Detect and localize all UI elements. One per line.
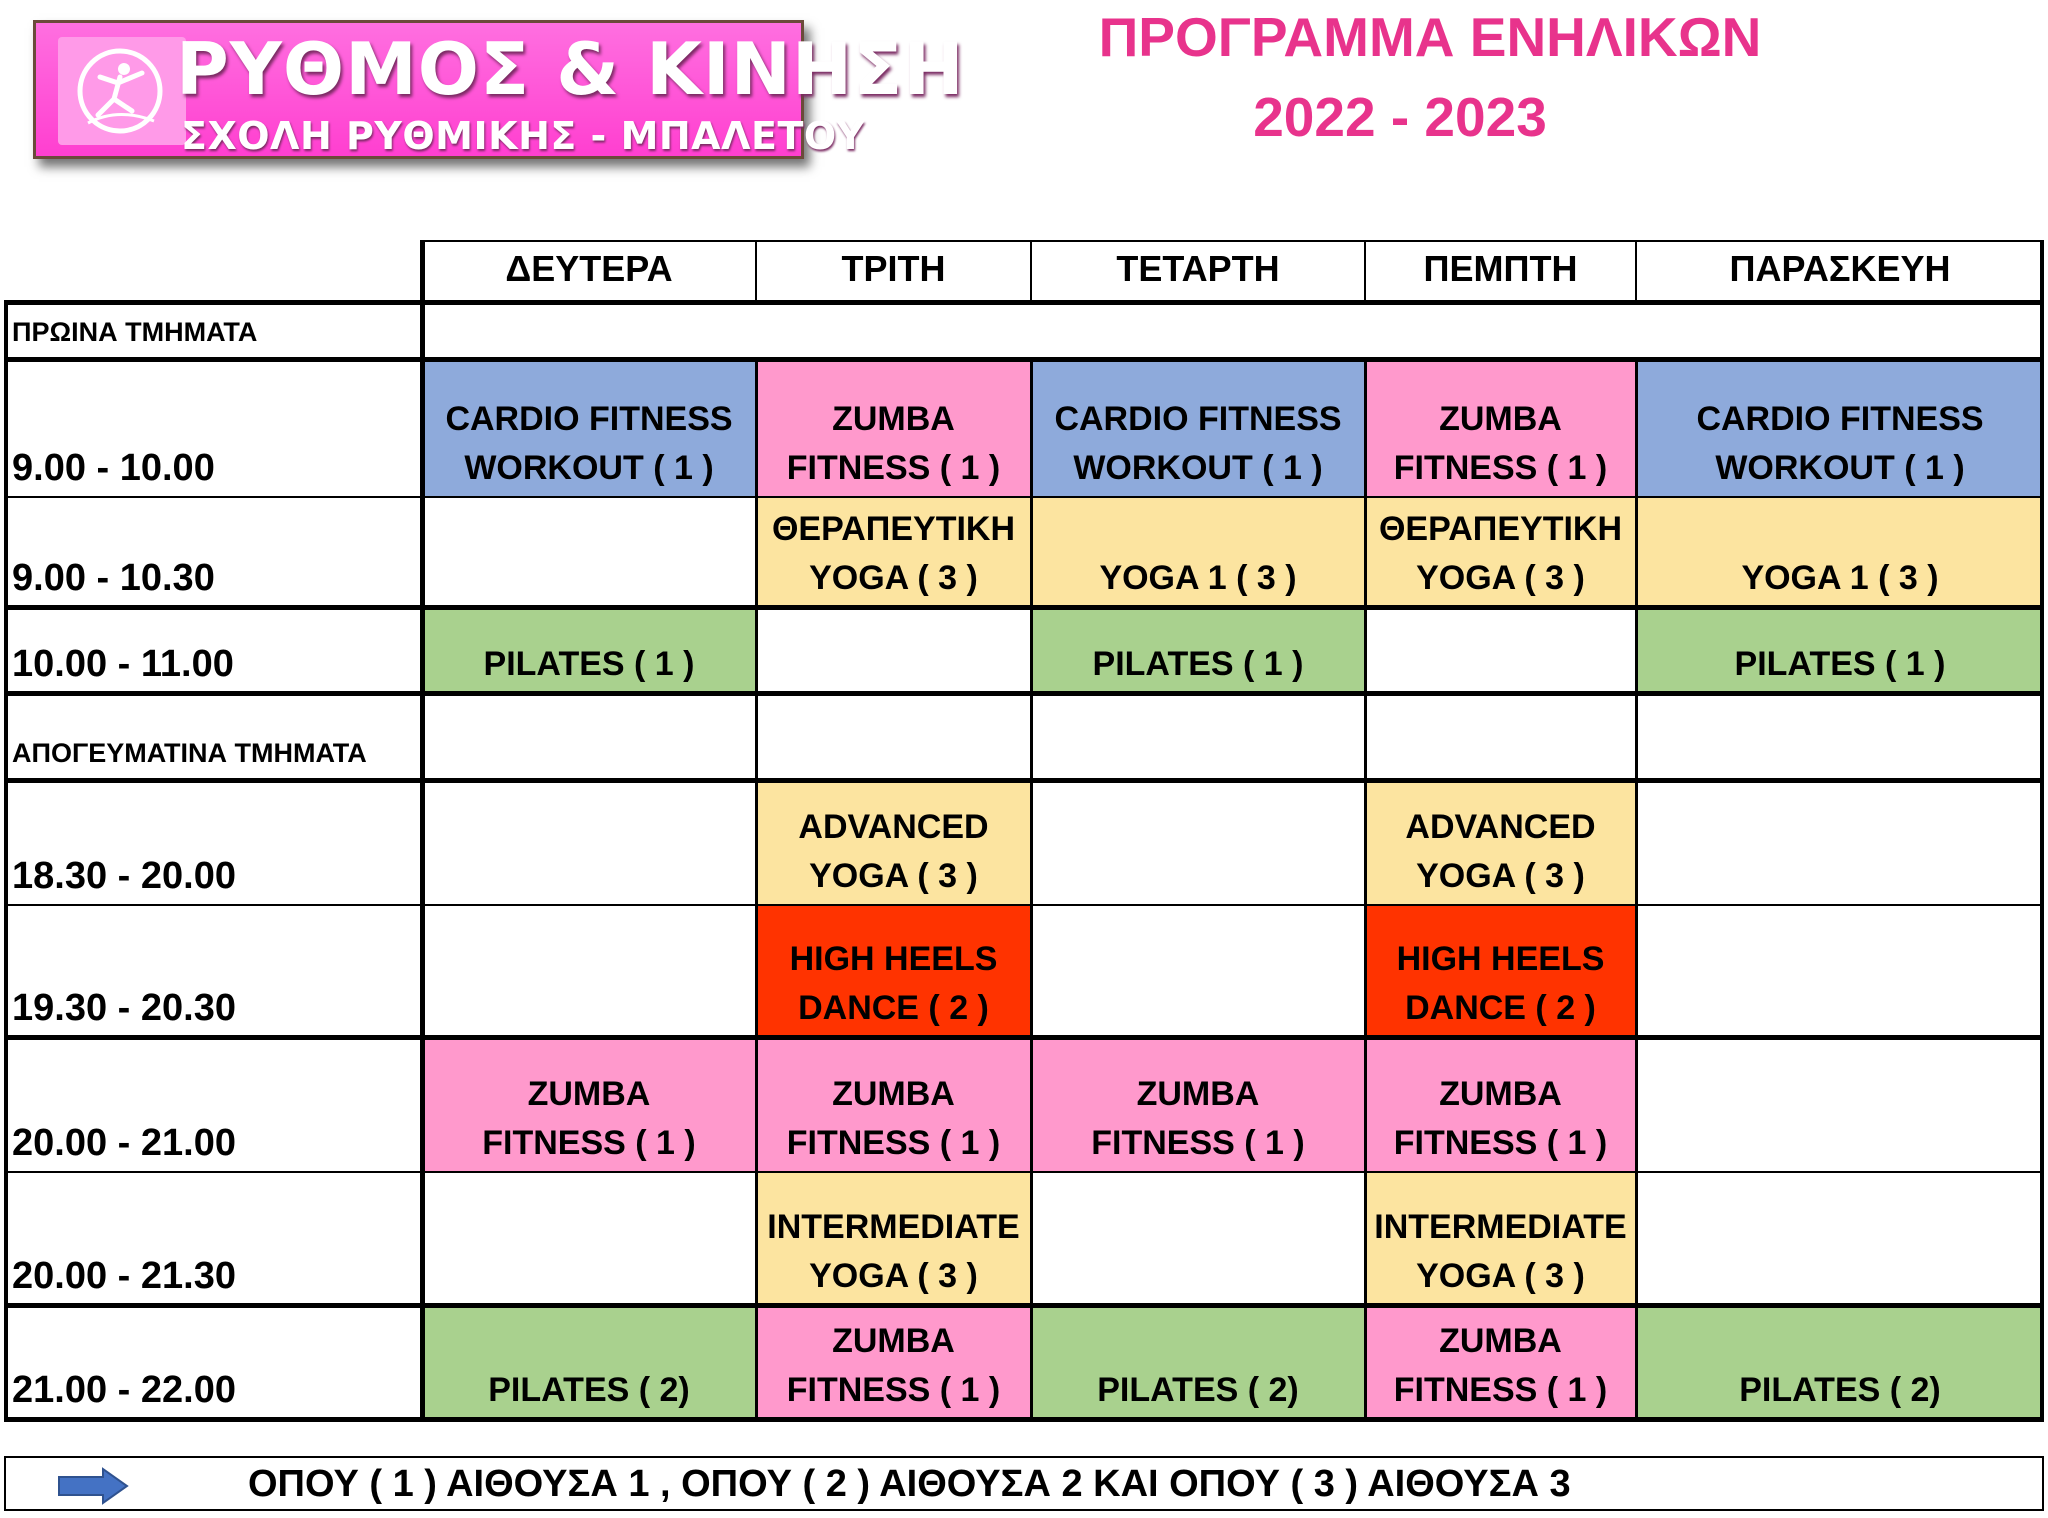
class-cell — [756, 1305, 1031, 1419]
class-cell — [1031, 607, 1365, 693]
school-logo — [33, 20, 965, 159]
class-name-line: PILATES ( 1 ) — [1734, 645, 1946, 683]
empty-cell — [1031, 780, 1365, 905]
class-cell — [756, 905, 1031, 1037]
class-cell — [756, 1172, 1031, 1305]
class-name-line: INTERMEDIATE — [1374, 1208, 1627, 1246]
empty-cell — [422, 905, 756, 1037]
class-name-line: DANCE ( 2 ) — [1405, 989, 1596, 1027]
grid-line — [4, 778, 2044, 783]
grid-line — [4, 300, 2044, 305]
grid-line — [4, 1303, 2044, 1308]
class-name-line: ZUMBA — [1439, 1322, 1562, 1360]
class-name-line: CARDIO FITNESS — [1054, 400, 1342, 438]
class-name-line: FITNESS ( 1 ) — [786, 449, 1001, 487]
class-cell — [1365, 1037, 1636, 1172]
page-title: ΠΡΟΓΡΑΜΜΑ ΕΝΗΛΙΚΩΝ — [1098, 6, 1762, 68]
class-name-line: WORKOUT ( 1 ) — [1073, 449, 1323, 487]
class-name-line: PILATES ( 2) — [488, 1371, 690, 1409]
grid-line — [4, 357, 2044, 362]
class-name-line: HIGH HEELS — [789, 940, 998, 978]
class-name-line: ZUMBA — [832, 400, 955, 438]
empty-cell — [1636, 905, 2044, 1037]
class-cell — [1365, 905, 1636, 1037]
grid-line — [4, 1035, 2044, 1040]
class-name-line: CARDIO FITNESS — [445, 400, 733, 438]
class-cell — [1031, 359, 1365, 497]
grid-line — [755, 359, 758, 1419]
grid-line — [4, 605, 2044, 610]
class-cell — [1031, 497, 1365, 607]
class-name-line: WORKOUT ( 1 ) — [1715, 449, 1965, 487]
class-name-line: YOGA 1 ( 3 ) — [1099, 559, 1297, 597]
class-cell — [1636, 607, 2044, 693]
section-label: ΑΠΟΓΕΥΜΑΤΙΝΑ ΤΜΗΜΑΤΑ — [12, 738, 367, 768]
grid-line — [4, 496, 2044, 498]
class-cell — [1365, 497, 1636, 607]
day-header: ΠΕΜΠΤΗ — [1423, 248, 1578, 289]
time-slot-label: 20.00 - 21.00 — [12, 1122, 236, 1164]
class-name-line: YOGA ( 3 ) — [809, 1257, 978, 1295]
class-name-line: INTERMEDIATE — [767, 1208, 1020, 1246]
class-cell — [422, 607, 756, 693]
empty-cell — [422, 780, 756, 905]
empty-cell — [1365, 607, 1636, 693]
grid-line — [4, 1171, 2044, 1173]
grid-line — [755, 240, 757, 302]
class-cell — [1636, 1305, 2044, 1419]
day-header: ΔΕΥΤΕΡΑ — [505, 248, 673, 289]
class-cell — [1031, 1305, 1365, 1419]
arrow-right-icon — [57, 1467, 129, 1505]
time-slot-label: 19.30 - 20.30 — [12, 987, 236, 1029]
grid-line — [420, 240, 425, 1419]
grid-line — [1635, 240, 1637, 302]
class-cell — [1365, 780, 1636, 905]
legend-text: ΟΠΟΥ ( 1 ) ΑΙΘΟΥΣΑ 1 , ΟΠΟΥ ( 2 ) ΑΙΘΟΥΣΑ 2 ΚΑΙ ΟΠΟΥ ( 3 ) ΑΙΘΟΥΣΑ 3 — [248, 1463, 1571, 1505]
class-name-line: DANCE ( 2 ) — [798, 989, 989, 1027]
empty-cell — [756, 607, 1031, 693]
grid-line — [2040, 240, 2044, 1419]
time-slot-label: 10.00 - 11.00 — [12, 643, 234, 685]
class-cell — [1365, 1305, 1636, 1419]
dancer-icon — [58, 37, 186, 145]
empty-cell — [1636, 1037, 2044, 1172]
class-name-line: YOGA 1 ( 3 ) — [1741, 559, 1939, 597]
time-slot-label: 18.30 - 20.00 — [12, 855, 236, 897]
class-name-line: CARDIO FITNESS — [1696, 400, 1984, 438]
school-subtitle: ΣΧΟΛΗ ΡΥΘΜΙΚΗΣ - ΜΠΑΛΕΤΟΥ — [181, 114, 865, 158]
class-cell — [422, 359, 756, 497]
empty-cell — [1636, 780, 2044, 905]
empty-cell — [1636, 1172, 2044, 1305]
grid-line — [1030, 240, 1032, 302]
class-name-line: ADVANCED — [1405, 808, 1596, 846]
class-name-line: ZUMBA — [1439, 400, 1562, 438]
class-name-line: ADVANCED — [798, 808, 989, 846]
class-name-line: YOGA ( 3 ) — [1416, 1257, 1585, 1295]
grid-line — [4, 1417, 2044, 1422]
class-cell — [1365, 1172, 1636, 1305]
class-cell — [1636, 359, 2044, 497]
empty-cell — [422, 1172, 756, 1305]
class-name-line: PILATES ( 2) — [1739, 1371, 1941, 1409]
class-name-line: FITNESS ( 1 ) — [1393, 1124, 1608, 1162]
class-name-line: PILATES ( 2) — [1097, 1371, 1299, 1409]
time-slot-label: 21.00 - 22.00 — [12, 1369, 236, 1411]
page-year: 2022 - 2023 — [1253, 86, 1547, 148]
class-cell — [756, 497, 1031, 607]
class-name-line: HIGH HEELS — [1396, 940, 1605, 978]
class-name-line: PILATES ( 1 ) — [1092, 645, 1304, 683]
class-name-line: WORKOUT ( 1 ) — [464, 449, 714, 487]
class-name-line: YOGA ( 3 ) — [809, 559, 978, 597]
empty-cell — [1031, 905, 1365, 1037]
class-cell — [1636, 497, 2044, 607]
time-slot-label: 20.00 - 21.30 — [12, 1255, 236, 1297]
class-name-line: FITNESS ( 1 ) — [786, 1124, 1001, 1162]
class-name-line: ZUMBA — [832, 1322, 955, 1360]
school-name: ΡΥΘΜΟΣ & ΚΙΝΗΣΗ — [176, 27, 965, 111]
class-name-line: FITNESS ( 1 ) — [482, 1124, 696, 1162]
class-cell — [756, 1037, 1031, 1172]
class-name-line: PILATES ( 1 ) — [483, 645, 695, 683]
class-name-line: ZUMBA — [1439, 1075, 1562, 1113]
class-cell — [1365, 359, 1636, 497]
class-cell — [422, 1037, 756, 1172]
class-name-line: FITNESS ( 1 ) — [786, 1371, 1001, 1409]
grid-line — [1635, 359, 1638, 1419]
day-header: ΤΕΤΑΡΤΗ — [1116, 248, 1280, 289]
time-slot-label: 9.00 - 10.30 — [12, 557, 215, 599]
class-name-line: ΘΕΡΑΠΕΥΤΙΚΗ — [771, 510, 1016, 548]
class-name-line: YOGA ( 3 ) — [1416, 857, 1585, 895]
grid-line — [422, 240, 2044, 242]
grid-line — [4, 904, 2044, 906]
day-header: ΤΡΙΤΗ — [841, 248, 946, 289]
day-header: ΠΑΡΑΣΚΕΥΗ — [1729, 248, 1951, 289]
class-name-line: YOGA ( 3 ) — [809, 857, 978, 895]
grid-line — [1364, 240, 1366, 302]
empty-cell — [422, 497, 756, 607]
section-label: ΠΡΩΙΝΑ ΤΜΗΜΑΤΑ — [12, 317, 258, 347]
class-cell — [756, 780, 1031, 905]
class-name-line: FITNESS ( 1 ) — [1393, 449, 1608, 487]
empty-cell — [1031, 1172, 1365, 1305]
grid-line — [4, 302, 8, 1419]
grid-line — [4, 691, 2044, 696]
class-name-line: FITNESS ( 1 ) — [1091, 1124, 1305, 1162]
class-cell — [756, 359, 1031, 497]
class-name-line: YOGA ( 3 ) — [1416, 559, 1585, 597]
class-name-line: FITNESS ( 1 ) — [1393, 1371, 1608, 1409]
grid-line — [1030, 359, 1033, 1419]
grid-line — [1364, 359, 1367, 1419]
class-name-line: ZUMBA — [527, 1075, 651, 1113]
class-cell — [422, 1305, 756, 1419]
class-name-line: ΘΕΡΑΠΕΥΤΙΚΗ — [1378, 510, 1623, 548]
class-name-line: ZUMBA — [832, 1075, 955, 1113]
class-name-line: ZUMBA — [1136, 1075, 1260, 1113]
class-cell — [1031, 1037, 1365, 1172]
time-slot-label: 9.00 - 10.00 — [12, 447, 215, 489]
